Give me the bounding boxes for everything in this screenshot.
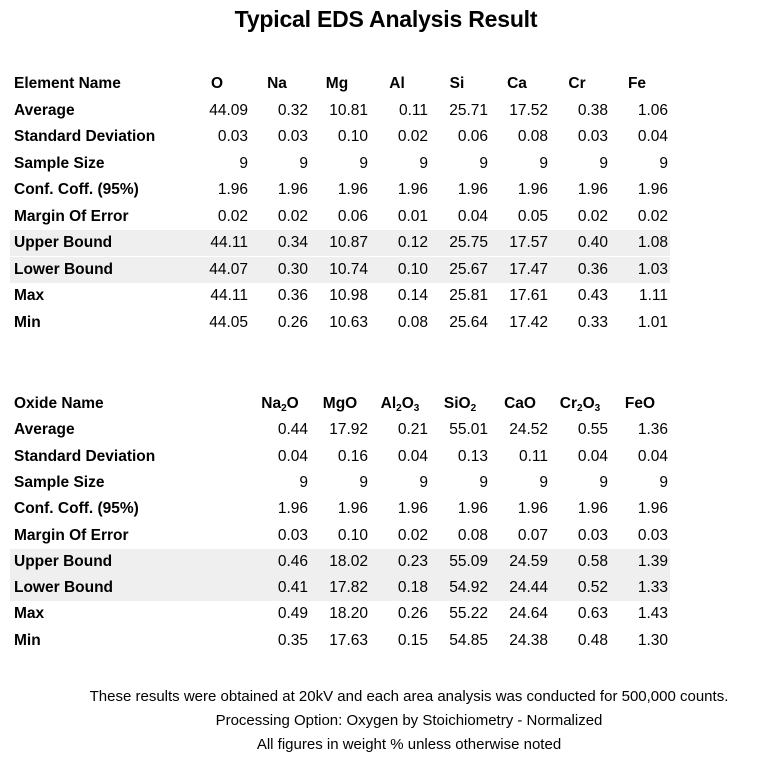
value-cell: 0.18 [397, 579, 428, 597]
value-cell: 0.04 [277, 447, 308, 465]
row-label: Upper Bound [14, 552, 113, 570]
value-cell: 24.38 [509, 631, 548, 649]
value-cell: 0.49 [277, 605, 308, 623]
value-cell: 0.36 [577, 260, 608, 278]
value-cell: 0.36 [277, 287, 308, 304]
value-cell: 0.48 [577, 631, 608, 649]
value-cell: 18.20 [329, 605, 368, 623]
value-cell: 24.59 [509, 552, 548, 570]
value-cell: 10.87 [329, 234, 368, 251]
value-cell: 55.22 [449, 605, 488, 623]
value-cell: 44.05 [209, 313, 248, 331]
value-cell: 9 [479, 473, 488, 491]
value-cell: 0.26 [277, 313, 308, 331]
value-cell: 9 [239, 154, 248, 172]
value-cell: 0.03 [637, 526, 668, 544]
value-cell: 0.06 [337, 207, 368, 225]
column-header: $Na_2O$ [261, 395, 299, 414]
value-cell: 18.02 [329, 552, 368, 570]
page-title: Typical EDS Analysis Result [234, 6, 538, 32]
value-cell: 1.96 [577, 500, 608, 518]
value-cell: 1.36 [637, 421, 668, 439]
column-header: FeO [624, 395, 656, 412]
value-cell: 0.02 [397, 526, 428, 544]
row-label: Min [14, 313, 41, 331]
value-cell: 0.38 [577, 101, 608, 119]
value-cell: 0.04 [397, 447, 428, 465]
value-cell: 9 [359, 473, 368, 491]
row-label: Average [14, 421, 75, 439]
value-cell: 44.11 [210, 234, 248, 251]
value-cell: 10.98 [329, 287, 368, 304]
value-cell: 25.75 [449, 234, 488, 251]
value-cell: 9 [479, 154, 488, 172]
column-header: $Al_2O_3$ [380, 395, 420, 414]
value-cell: 44.11 [210, 287, 248, 304]
column-header: $Cr_2O_3$ [559, 395, 601, 414]
table-row [10, 257, 670, 283]
value-cell: 0.08 [397, 313, 428, 331]
value-cell: 0.46 [277, 552, 308, 570]
value-cell: 0.13 [457, 447, 488, 465]
value-cell: 0.58 [577, 552, 608, 570]
header-label: Element Name [14, 75, 121, 92]
value-cell: 9 [659, 473, 668, 491]
value-cell: 9 [299, 154, 308, 172]
value-cell: 9 [359, 154, 368, 172]
header-label: Oxide Name [14, 395, 104, 412]
row-label: Max [14, 605, 45, 623]
row-label: Lower Bound [14, 579, 114, 597]
value-cell: 54.92 [449, 579, 488, 597]
value-cell: 1.30 [637, 631, 668, 649]
column-header: SiO$_2$ [443, 395, 477, 414]
value-cell: 1.96 [577, 181, 608, 198]
value-cell: 9 [539, 154, 548, 172]
value-cell: 54.85 [449, 631, 488, 649]
value-cell: 0.40 [577, 234, 608, 251]
value-cell: 0.08 [457, 526, 488, 544]
value-cell: 9 [659, 154, 668, 172]
value-cell: 1.01 [637, 313, 668, 331]
value-cell: 0.04 [457, 207, 488, 225]
value-cell: 17.63 [329, 631, 368, 649]
value-cell: 0.10 [337, 526, 368, 544]
value-cell: 1.96 [457, 500, 488, 518]
value-cell: 0.03 [217, 128, 248, 145]
value-cell: 0.06 [457, 128, 488, 145]
value-cell: 25.64 [449, 313, 488, 331]
value-cell: 0.43 [577, 287, 608, 304]
row-label: Standard Deviation [14, 447, 156, 465]
value-cell: 0.02 [577, 207, 608, 225]
value-cell: 0.32 [277, 101, 308, 119]
value-cell: 17.82 [329, 579, 368, 597]
value-cell: 0.11 [398, 101, 428, 119]
value-cell: 0.02 [217, 207, 248, 225]
row-label: Sample Size [14, 473, 105, 491]
value-cell: 1.96 [637, 500, 668, 518]
value-cell: 0.10 [337, 128, 368, 145]
table-row [10, 601, 670, 627]
value-cell: 9 [539, 473, 548, 491]
value-cell: 1.39 [637, 552, 668, 570]
value-cell: 55.01 [449, 421, 488, 439]
value-cell: 25.67 [449, 260, 488, 278]
row-label: Max [14, 287, 45, 304]
column-header: CaO [504, 395, 536, 412]
value-cell: 44.07 [209, 260, 248, 278]
column-header: Si [449, 75, 465, 92]
value-cell: 0.04 [577, 447, 608, 465]
table-row [10, 575, 670, 601]
row-label: Sample Size [14, 154, 105, 172]
table-row [10, 151, 670, 177]
column-header: Mg [325, 75, 349, 92]
column-header: Fe [627, 75, 647, 92]
value-cell: 9 [419, 154, 428, 172]
table-header-row [10, 391, 670, 417]
value-cell: 17.92 [329, 421, 368, 439]
value-cell: 0.05 [517, 207, 548, 225]
row-label: Conf. Coff. (95%) [14, 500, 139, 518]
value-cell: 1.96 [517, 500, 548, 518]
value-cell: 0.35 [277, 631, 308, 649]
value-cell: 1.96 [397, 181, 428, 198]
value-cell: 44.09 [209, 101, 248, 119]
table-row [10, 496, 670, 522]
value-cell: 0.02 [397, 128, 428, 145]
row-label: Min [14, 631, 41, 649]
value-cell: 0.04 [637, 128, 668, 145]
value-cell: 0.16 [337, 447, 368, 465]
value-cell: 1.96 [217, 181, 248, 198]
row-label: Margin Of Error [14, 526, 129, 544]
value-cell: 9 [419, 473, 428, 491]
value-cell: 1.96 [337, 181, 368, 198]
value-cell: 0.03 [577, 128, 608, 145]
row-label: Conf. Coff. (95%) [14, 181, 139, 198]
table-row [10, 628, 670, 654]
value-cell: 24.64 [509, 605, 548, 623]
row-label: Average [14, 101, 75, 119]
value-cell: 0.41 [277, 579, 308, 597]
value-cell: 1.33 [637, 579, 668, 597]
value-cell: 1.96 [337, 500, 368, 518]
value-cell: 0.33 [577, 313, 608, 331]
value-cell: 0.10 [397, 260, 428, 278]
column-header: Ca [507, 75, 527, 92]
value-cell: 24.44 [509, 579, 548, 597]
value-cell: 17.47 [509, 260, 548, 278]
value-cell: 1.08 [637, 234, 668, 251]
value-cell: 1.96 [517, 181, 548, 198]
value-cell: 0.08 [517, 128, 548, 145]
footer-line-conditions: These results were obtained at 20kV and each area analysis was conducted for 500,000 counts. [89, 688, 729, 705]
value-cell: 24.52 [509, 421, 548, 439]
value-cell: 55.09 [449, 552, 488, 570]
value-cell: 10.63 [329, 313, 368, 331]
column-header: O [210, 75, 224, 92]
value-cell: 0.11 [518, 447, 548, 465]
table-row [10, 523, 670, 549]
column-header: Al [389, 75, 405, 92]
value-cell: 0.63 [577, 605, 608, 623]
row-label: Lower Bound [14, 260, 114, 278]
column-header: Na [267, 75, 287, 92]
value-cell: 9 [299, 473, 308, 491]
value-cell: 25.71 [449, 101, 488, 119]
table-row [10, 417, 670, 443]
footer-line-units: All figures in weight % unless otherwise noted [256, 736, 562, 753]
value-cell: 0.03 [277, 526, 308, 544]
table-row [10, 230, 670, 256]
table-header-row [10, 71, 670, 97]
table-row [10, 310, 670, 336]
value-cell: 17.61 [509, 287, 548, 304]
value-cell: 10.81 [329, 101, 368, 119]
value-cell: 0.21 [397, 421, 428, 439]
column-header: MgO [322, 395, 358, 412]
table-row [10, 177, 670, 203]
value-cell: 1.96 [277, 181, 308, 198]
value-cell: 1.06 [637, 101, 668, 119]
table-row [10, 124, 670, 150]
value-cell: 9 [599, 473, 608, 491]
column-header: Cr [568, 75, 586, 92]
value-cell: 0.52 [577, 579, 608, 597]
value-cell: 17.42 [509, 313, 548, 331]
value-cell: 0.30 [277, 260, 308, 278]
value-cell: 1.03 [637, 260, 668, 278]
value-cell: 0.23 [397, 552, 428, 570]
value-cell: 1.96 [637, 181, 668, 198]
value-cell: 1.96 [397, 500, 428, 518]
value-cell: 0.03 [277, 128, 308, 145]
row-label: Standard Deviation [14, 128, 156, 145]
value-cell: 0.26 [397, 605, 428, 623]
value-cell: 9 [599, 154, 608, 172]
value-cell: 17.52 [509, 101, 548, 119]
table-row [10, 204, 670, 230]
table-row [10, 470, 670, 496]
value-cell: 0.34 [277, 234, 308, 251]
value-cell: 0.01 [397, 207, 428, 225]
table-row [10, 549, 670, 575]
value-cell: 0.07 [517, 526, 548, 544]
value-cell: 1.43 [637, 605, 668, 623]
value-cell: 1.96 [457, 181, 488, 198]
value-cell: 0.12 [397, 234, 428, 251]
value-cell: 0.15 [397, 631, 428, 649]
value-cell: 0.04 [637, 447, 668, 465]
value-cell: 1.11 [638, 287, 668, 304]
footer-line-processing: Processing Option: Oxygen by Stoichiometry - Normalized [215, 712, 603, 729]
value-cell: 0.44 [277, 421, 308, 439]
value-cell: 25.81 [449, 287, 488, 304]
value-cell: 0.02 [637, 207, 668, 225]
table-row [10, 283, 670, 309]
value-cell: 10.74 [329, 260, 368, 278]
value-cell: 0.14 [397, 287, 428, 304]
value-cell: 0.02 [277, 207, 308, 225]
value-cell: 0.03 [577, 526, 608, 544]
value-cell: 1.96 [277, 500, 308, 518]
value-cell: 0.55 [577, 421, 608, 439]
table-row [10, 98, 670, 124]
table-row [10, 444, 670, 470]
value-cell: 17.57 [509, 234, 548, 251]
row-label: Margin Of Error [14, 207, 129, 225]
row-label: Upper Bound [14, 234, 113, 251]
